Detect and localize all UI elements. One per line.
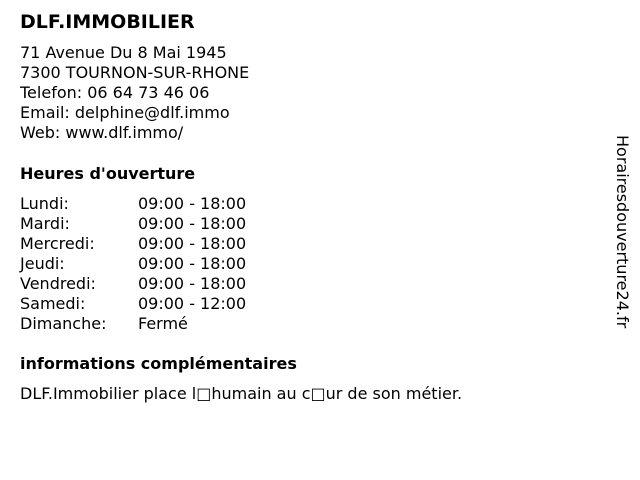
- time-range: 09:00 - 12:00: [138, 294, 247, 313]
- site-watermark: Horairesdouverture24.fr: [613, 135, 632, 329]
- email-address: Email: delphine@dlf.immo: [20, 103, 230, 122]
- day-label: Mercredi:: [20, 234, 95, 253]
- business-name: DLF.IMMOBILIER: [20, 11, 195, 33]
- hours-row-saturday: [20, 294, 300, 314]
- additional-info-text: DLF.Immobilier place l□humain au c□ur de son métier.: [20, 384, 463, 403]
- opening-hours-table: [20, 194, 300, 334]
- day-label: Vendredi:: [20, 274, 96, 293]
- time-range: Fermé: [138, 314, 188, 333]
- time-range: 09:00 - 18:00: [138, 274, 247, 293]
- contact-block: [20, 43, 249, 143]
- address-street: 71 Avenue Du 8 Mai 1945: [20, 43, 227, 62]
- time-range: 09:00 - 18:00: [138, 254, 247, 273]
- hours-row-tuesday: [20, 214, 300, 234]
- time-range: 09:00 - 18:00: [138, 234, 247, 253]
- additional-info-heading: informations complémentaires: [20, 354, 297, 373]
- phone-number: Telefon: 06 64 73 46 06: [20, 83, 210, 102]
- day-label: Samedi:: [20, 294, 86, 313]
- time-range: 09:00 - 18:00: [138, 194, 247, 213]
- hours-row-wednesday: [20, 234, 300, 254]
- opening-hours-heading: Heures d'ouverture: [20, 164, 196, 183]
- day-label: Mardi:: [20, 214, 70, 233]
- hours-row-thursday: [20, 254, 300, 274]
- website-address: Web: www.dlf.immo/: [20, 123, 184, 142]
- hours-row-friday: [20, 274, 300, 294]
- day-label: Lundi:: [20, 194, 69, 213]
- address-city: 7300 TOURNON-SUR-RHONE: [20, 63, 250, 82]
- hours-row-monday: [20, 194, 300, 214]
- day-label: Jeudi:: [20, 254, 65, 273]
- hours-row-sunday: [20, 314, 300, 334]
- time-range: 09:00 - 18:00: [138, 214, 247, 233]
- day-label: Dimanche:: [20, 314, 107, 333]
